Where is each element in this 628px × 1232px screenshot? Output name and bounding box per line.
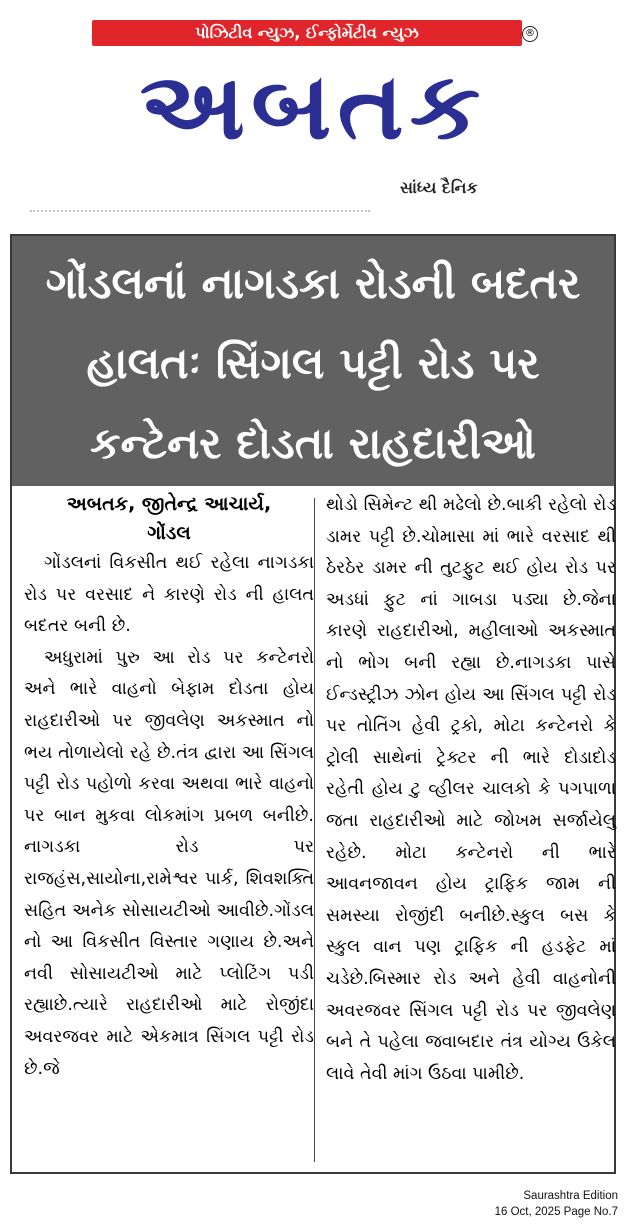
edition-date-page: 16 Oct, 2025 Page No.7 — [494, 1206, 618, 1218]
article-paragraph: થોડો સિમેન્ટ થી મઢેલો છે.બાકી રહેલો રોડ ડામર પટ્ટી છે.ચોમાસા માં ભારે વરસાદ થી ઠેરઠેર ડામર ની તુટફુટ થઈ હોય રોડ પર અડધાં ફુટ નાં ગાબડા પડ્યા છે.જેના કારણે રાહદારીઓ, મહીલાઓ અકસ્માત નો ભોગ બની રહ્યા છે.નાગડકા પાસે ઈન્ડસ્ટ્રીઝ ઝોન હોય આ સિંગલ પટ્ટી રોડ પર તોતિંગ હેવી ટ્રકો, મોટા કન્ટેનરો કે ટ્રોલી સાથેનાં ટ્રેક્ટર ની ભારે દોડાદોડ રહેતી હોય ટુ વ્હીલર ચાલકો કે પગપાળા જતા રાહદારીઓ માટે જોખમ સર્જાયેલુ રહેછે. મોટા કન્ટેનરો ની ભારે આવનજાવન હોય ટ્રાફિક જામ ની સમસ્યા રોજીંદી બનીછે.સ્કુલ બસ કે સ્કુલ વાન પણ ટ્રાફિક ની હડફેટ માં ચડેછે.બિસ્માર રોડ અને હેવી વાહનોની અવરજવર સિંગલ પટ્ટી રોડ પર જીવલેણ બને તે પહેલા જવાબદાર તંત્ર યોગ્ય ઉકેલ લાવે તેવી માંગ ઉઠવા પામીછે. — [326, 495, 616, 1084]
masthead-tagline: પોઝિટીવ ન્યુઝ, ઈન્ફોર્મેટીવ ન્યુઝ — [92, 20, 522, 46]
masthead — [0, 0, 628, 215]
divider — [30, 210, 370, 220]
article-headline: ગોંડલનાં નાગડકા રોડની બદતર હાલતઃ સિંગલ પટ્ટી રોડ પર કન્ટેનર દોડતા રાહદારીઓ પરેશાન — [45, 259, 581, 549]
article-paragraph: અધુરામાં પુરુ આ રોડ પર કન્ટેનરો અને ભારે વાહનો બેફામ દોડતા હોય રાહદારીઓ પર જીવલેણ અકસ્માત નો ભય તોળાયેલો રહે છે.તંત્ર દ્વારા આ સિંગલ પટ્ટી રોડ પહોળો કરવા અથવા ભારે વાહનો પર બાન મુકવા લોકમાંગ પ્રબળ બનીછે. નાગડકા રોડ પર રાજહંસ,સાયોના,રામેશ્વર પાર્ક, શિવશક્તિ સહિત અનેક સોસાયટીઓ આવીછે.ગોંડલ નો આ વિકસીત વિસ્તાર ગણાય છે.અને નવી સોસાયટીઓ માટે પ્લોટિંગ પડી રહ્યાછે.ત્યારે રાહદારીઓ માટે રોજીંદા અવરજવર માટે એકમાત્ર સિંગલ પટ્ટી રોડ છે.જે — [24, 647, 314, 1079]
byline: અબતક, જીતેન્દ્ર આચાર્ય, — [66, 493, 272, 515]
edition-name: Saurashtra Edition — [523, 1190, 618, 1202]
byline-location: ગોંડલ — [147, 522, 191, 544]
news-article — [10, 234, 616, 1174]
article-column-right — [326, 490, 616, 1162]
edition-tagline: સાંધ્ય દૈનિક — [400, 178, 478, 197]
article-paragraph: ગોંડલનાં વિકસીત થઈ રહેલા નાગડકા રોડ પર વરસાદ ને કારણે રોડ ની હાલત બદતર બની છે. — [24, 553, 314, 637]
article-column-left — [24, 490, 314, 1162]
edition-footer — [418, 1188, 618, 1220]
newspaper-logo: અબતક — [139, 51, 487, 161]
registered-mark-icon: ® — [522, 26, 538, 42]
column-divider — [314, 498, 315, 1162]
